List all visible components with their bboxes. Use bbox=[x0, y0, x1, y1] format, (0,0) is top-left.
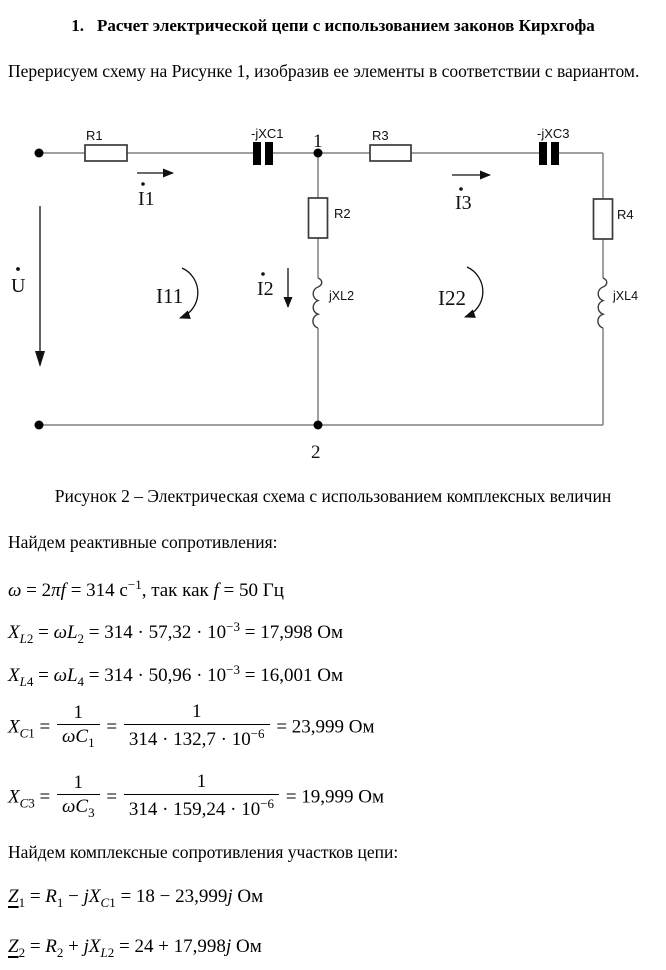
arrows bbox=[40, 173, 490, 365]
resistor-r1 bbox=[85, 145, 127, 161]
text-reactive-resistances: Найдем реактивные сопротивления: bbox=[8, 532, 278, 552]
u-dot bbox=[16, 267, 20, 271]
label-r1: R1 bbox=[86, 128, 103, 143]
inductor-l4-coil bbox=[598, 278, 607, 328]
circuit-wires bbox=[39, 153, 603, 425]
inductor-l2-coil bbox=[313, 278, 322, 328]
label-node1: 1 bbox=[313, 131, 323, 152]
resistor-r2 bbox=[309, 198, 328, 238]
label-i2: I2 bbox=[257, 278, 274, 300]
resistor-r4 bbox=[594, 199, 613, 239]
i2-dot bbox=[261, 272, 265, 276]
figure-caption: Рисунок 2 – Электрическая схема с использованием комплексных величин bbox=[54, 486, 612, 506]
label-node2: 2 bbox=[311, 442, 321, 463]
formula-z2: $Z_2 = R_2 + jX_{L2} = 24 + 17,998j$ Ом bbox=[8, 936, 262, 960]
heading-title: Расчет электрической цепи с использованием законов Кирхгофа bbox=[96, 16, 595, 35]
capacitor-c3 bbox=[539, 142, 559, 165]
label-l4: jXL4 bbox=[613, 289, 639, 303]
i22-loop-arrow bbox=[465, 267, 483, 317]
i1-dot bbox=[141, 182, 145, 186]
label-r4: R4 bbox=[617, 207, 634, 222]
text-complex-impedances: Найдем комплексные сопротивления участков цепи: bbox=[8, 842, 399, 862]
heading-number: 1. bbox=[71, 16, 84, 35]
label-r3: R3 bbox=[372, 128, 389, 143]
label-r2: R2 bbox=[334, 206, 351, 221]
label-c3: -jXC3 bbox=[537, 126, 570, 141]
dot-diacritics bbox=[16, 182, 463, 276]
label-u: U bbox=[11, 275, 26, 297]
formula-xc3: $X_{C3}$ = $\frac{1}{\omega C_3}$ = $\frac{1}{314 \cdot 159,24 \cdot 10^{-6}}$ = 19,999 Ом bbox=[8, 771, 385, 821]
i3-dot bbox=[459, 187, 463, 191]
formula-xl4: $X_{L4} = \omega L_4 = 314 \cdot 50,96 \cdot 10^{-3} = 16,001$ Ом bbox=[8, 662, 343, 689]
resistor-r3 bbox=[370, 145, 411, 161]
formula-xl2: $X_{L2} = \omega L_2 = 314 \cdot 57,32 \cdot 10^{-3} = 17,998$ Ом bbox=[8, 619, 343, 646]
formula-xc1: $X_{C1}$ = $\frac{1}{\omega C_1}$ = $\frac{1}{314 \cdot 132,7 \cdot 10^{-6}}$ = 23,999 Ом bbox=[8, 701, 375, 751]
capacitor-c1 bbox=[253, 142, 273, 165]
label-i11: I11 bbox=[156, 284, 184, 308]
label-c1: -jXC1 bbox=[251, 126, 284, 141]
formula-omega: ω = 2πf = 314 $с^{-1}$, так как f = 50 Гц bbox=[8, 577, 284, 601]
intro-paragraph: Перерисуем схему на Рисунке 1, изобразив ее элементы в соответствии с вариантом. bbox=[8, 61, 640, 81]
circuit-diagram bbox=[0, 118, 666, 468]
label-i22: I22 bbox=[438, 286, 466, 310]
label-l2: jXL2 bbox=[329, 289, 355, 303]
section-heading bbox=[0, 14, 666, 38]
label-i3: I3 bbox=[455, 192, 472, 214]
label-i1: I1 bbox=[138, 188, 155, 210]
formula-z1: $Z_1 = R_1 - jX_{C1} = 18 - 23,999j$ Ом bbox=[8, 886, 264, 910]
